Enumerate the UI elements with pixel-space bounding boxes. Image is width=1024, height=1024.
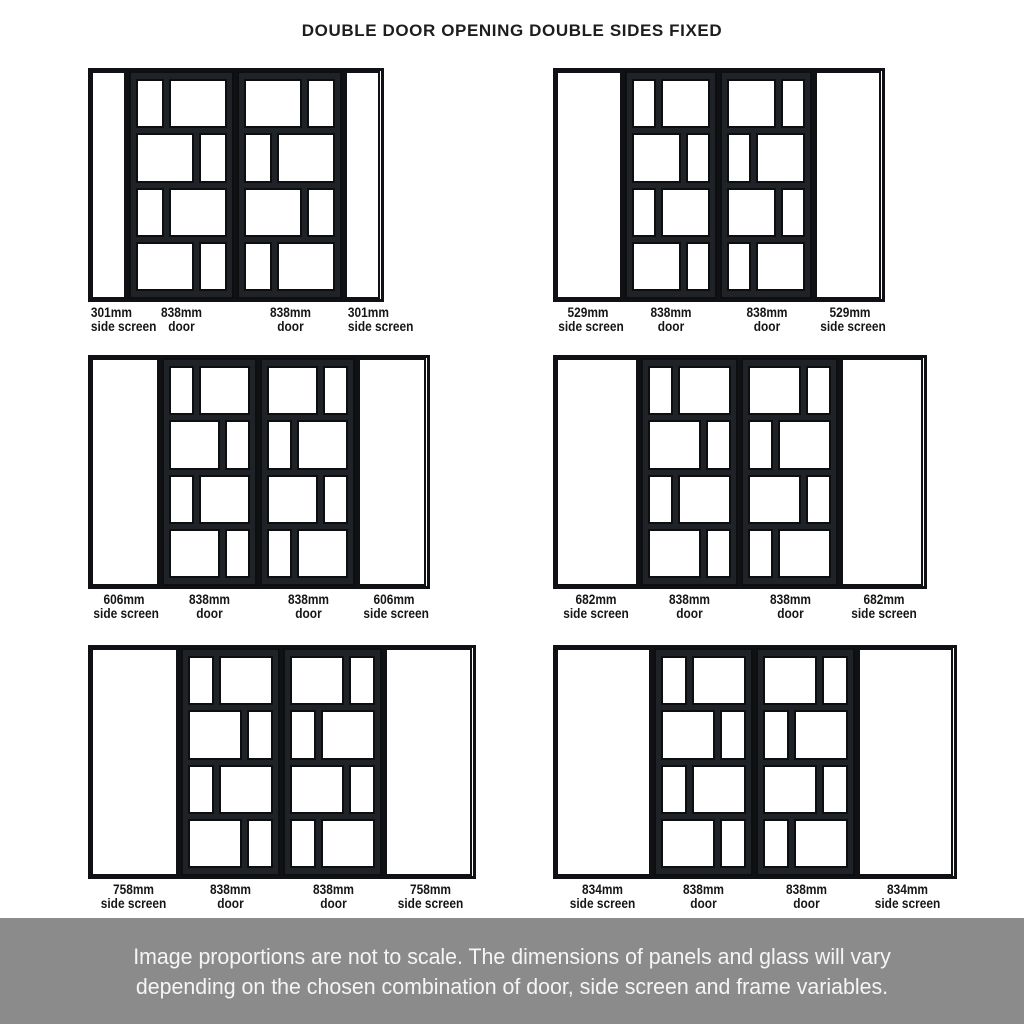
glass-pane [277, 242, 335, 291]
side-screen-left [91, 71, 126, 299]
glass-pane [244, 79, 302, 128]
glass-pane [727, 133, 751, 182]
glass-pane [748, 475, 801, 524]
glass-pane [323, 475, 348, 524]
diagram-758mm-config [88, 645, 476, 910]
pane-row [188, 710, 273, 759]
frame-assembly [88, 355, 430, 589]
pane-row [188, 656, 273, 705]
glass-pane [661, 656, 687, 705]
door-pair-section [638, 358, 841, 586]
glass-pane [219, 656, 273, 705]
glass-pane [794, 819, 848, 868]
glass-pane [720, 819, 746, 868]
glass-pane [632, 188, 656, 237]
glass-pane [778, 420, 831, 469]
frame-assembly [88, 68, 384, 302]
glass-pane [648, 366, 673, 415]
glass-pane [648, 529, 701, 578]
pane-row [169, 366, 250, 415]
glass-pane [169, 529, 220, 578]
pane-row [763, 819, 848, 868]
glass-pane [244, 133, 272, 182]
pane-row [267, 529, 348, 578]
label-door-right: 838mm door [287, 591, 330, 621]
diagram-606mm-config [88, 355, 430, 620]
door-leaf-left [625, 71, 717, 299]
glass-pane [307, 188, 335, 237]
side-screen-left [556, 648, 651, 876]
glass-pane [290, 765, 344, 814]
glass-pane [678, 475, 731, 524]
glass-pane [247, 819, 273, 868]
glass-pane [169, 188, 227, 237]
glass-pane [822, 656, 848, 705]
side-screen-left [556, 358, 638, 586]
door-leaf-left [641, 358, 738, 586]
glass-pane [219, 765, 273, 814]
label-door-left: 838mm door [188, 591, 231, 621]
glass-pane [349, 656, 375, 705]
glass-pane [188, 765, 214, 814]
dimension-labels [553, 306, 885, 333]
side-screen-left [556, 71, 622, 299]
glass-pane [199, 242, 227, 291]
glass-pane [763, 765, 817, 814]
glass-pane [267, 420, 292, 469]
glass-pane [632, 79, 656, 128]
pane-row [748, 475, 831, 524]
label-side-screen-left: 301mm side screen [90, 304, 157, 334]
door-leaf-right [283, 648, 382, 876]
glass-pane [199, 475, 250, 524]
side-screen-right [358, 358, 426, 586]
pane-row [188, 765, 273, 814]
glass-pane [297, 529, 348, 578]
glass-pane [720, 710, 746, 759]
glass-pane [290, 656, 344, 705]
pane-row [188, 819, 273, 868]
label-side-screen-left: 758mm side screen [100, 881, 167, 911]
dimension-labels [553, 593, 927, 620]
dimension-labels [88, 883, 476, 910]
door-pair-section [159, 358, 358, 586]
label-door-left: 838mm door [160, 304, 203, 334]
pane-row [267, 420, 348, 469]
glass-pane [763, 656, 817, 705]
glass-pane [661, 765, 687, 814]
glass-pane [763, 710, 789, 759]
door-leaf-left [129, 71, 234, 299]
door-leaf-right [756, 648, 855, 876]
door-leaf-right [741, 358, 838, 586]
diagram-301mm-config [88, 68, 414, 334]
diagram-529mm-config [553, 68, 885, 333]
glass-pane [778, 529, 831, 578]
glass-pane [756, 133, 805, 182]
side-screen-right [345, 71, 380, 299]
door-pair-section [126, 71, 345, 299]
pane-row [244, 133, 335, 182]
glass-pane [748, 420, 773, 469]
label-side-screen-left: 529mm side screen [558, 304, 624, 334]
label-side-screen-right: 529mm side screen [820, 304, 886, 334]
label-door-left: 838mm door [682, 881, 725, 911]
door-pair-section [651, 648, 858, 876]
frame-assembly [553, 645, 957, 879]
label-side-screen-right: 301mm side screen [347, 304, 414, 334]
door-leaf-right [237, 71, 342, 299]
glass-pane [349, 765, 375, 814]
glass-pane [188, 819, 242, 868]
label-door-right: 838mm door [312, 881, 355, 911]
door-pair-section [178, 648, 385, 876]
pane-row [169, 529, 250, 578]
glass-pane [632, 242, 681, 291]
glass-pane [136, 188, 164, 237]
glass-pane [661, 79, 710, 128]
pane-row [632, 133, 710, 182]
glass-pane [323, 366, 348, 415]
pane-row [169, 420, 250, 469]
glass-pane [706, 529, 731, 578]
side-screen-right [815, 71, 881, 299]
diagram-834mm-config [553, 645, 957, 910]
disclaimer-banner [0, 918, 1024, 1024]
dimension-labels [88, 593, 430, 620]
glass-pane [188, 656, 214, 705]
glass-pane [199, 366, 250, 415]
pane-row [632, 188, 710, 237]
glass-pane [763, 819, 789, 868]
glass-pane [169, 475, 194, 524]
door-pair-section [622, 71, 815, 299]
pane-row [661, 819, 746, 868]
glass-pane [678, 366, 731, 415]
label-side-screen-right: 758mm side screen [397, 881, 464, 911]
label-side-screen-right: 682mm side screen [851, 591, 917, 621]
glass-pane [136, 133, 194, 182]
glass-pane [686, 242, 710, 291]
pane-row [748, 529, 831, 578]
disclaimer-line-2: depending on the chosen combination of door, side screen and frame variables. [135, 974, 889, 999]
door-leaf-left [654, 648, 753, 876]
page-title: DOUBLE DOOR OPENING DOUBLE SIDES FIXED [301, 21, 723, 40]
glass-pane [648, 475, 673, 524]
glass-pane [169, 420, 220, 469]
glass-pane [727, 188, 776, 237]
pane-row [661, 765, 746, 814]
glass-pane [692, 765, 746, 814]
label-door-right: 838mm door [769, 591, 812, 621]
door-leaf-left [162, 358, 257, 586]
side-screen-right [841, 358, 923, 586]
glass-pane [244, 188, 302, 237]
pane-row [727, 242, 805, 291]
glass-pane [806, 366, 831, 415]
glass-pane [169, 366, 194, 415]
glass-pane [267, 366, 318, 415]
diagram-682mm-config [553, 355, 927, 620]
glass-pane [136, 242, 194, 291]
label-side-screen-left: 834mm side screen [569, 881, 636, 911]
label-door-right: 838mm door [746, 304, 788, 334]
pane-row [267, 475, 348, 524]
glass-pane [244, 242, 272, 291]
glass-pane [199, 133, 227, 182]
pane-row [661, 656, 746, 705]
glass-pane [297, 420, 348, 469]
glass-pane [822, 765, 848, 814]
frame-assembly [553, 68, 885, 302]
pane-row [727, 79, 805, 128]
glass-pane [727, 79, 776, 128]
pane-row [748, 366, 831, 415]
pane-row [290, 819, 375, 868]
frame-assembly [553, 355, 927, 589]
door-leaf-left [181, 648, 280, 876]
side-screen-left [91, 648, 178, 876]
label-door-right: 838mm door [269, 304, 312, 334]
pane-row [136, 79, 227, 128]
glass-pane [661, 710, 715, 759]
pane-row [244, 188, 335, 237]
door-leaf-right [260, 358, 355, 586]
pane-row [648, 475, 731, 524]
glass-pane [225, 420, 250, 469]
pane-row [727, 133, 805, 182]
pane-row [169, 475, 250, 524]
glass-pane [277, 133, 335, 182]
side-screen-left [91, 358, 159, 586]
label-door-right: 838mm door [785, 881, 828, 911]
dimension-labels [88, 304, 414, 334]
label-side-screen-left: 606mm side screen [93, 591, 159, 621]
glass-pane [169, 79, 227, 128]
pane-row [727, 188, 805, 237]
side-screen-right [385, 648, 472, 876]
label-door-left: 838mm door [668, 591, 711, 621]
glass-pane [188, 710, 242, 759]
pane-row [290, 765, 375, 814]
label-side-screen-left: 682mm side screen [563, 591, 629, 621]
pane-row [136, 188, 227, 237]
pane-row [748, 420, 831, 469]
label-side-screen-right: 606mm side screen [363, 591, 429, 621]
glass-pane [692, 656, 746, 705]
pane-row [244, 79, 335, 128]
pane-row [763, 710, 848, 759]
door-leaf-right [720, 71, 812, 299]
glass-pane [748, 366, 801, 415]
glass-pane [321, 819, 375, 868]
glass-pane [321, 710, 375, 759]
glass-pane [806, 475, 831, 524]
glass-pane [632, 133, 681, 182]
pane-row [290, 656, 375, 705]
glass-pane [748, 529, 773, 578]
side-screen-right [858, 648, 953, 876]
frame-assembly [88, 645, 476, 879]
pane-row [632, 242, 710, 291]
glass-pane [136, 79, 164, 128]
pane-row [763, 656, 848, 705]
label-side-screen-right: 834mm side screen [874, 881, 941, 911]
pane-row [244, 242, 335, 291]
glass-pane [727, 242, 751, 291]
glass-pane [706, 420, 731, 469]
disclaimer-line-1: Image proportions are not to scale. The dimensions of panels and glass will vary [133, 944, 891, 969]
label-door-left: 838mm door [209, 881, 252, 911]
pane-row [136, 242, 227, 291]
glass-pane [267, 475, 318, 524]
pane-row [267, 366, 348, 415]
glass-pane [661, 188, 710, 237]
glass-pane [225, 529, 250, 578]
pane-row [648, 366, 731, 415]
glass-pane [781, 79, 805, 128]
pane-row [648, 420, 731, 469]
pane-row [632, 79, 710, 128]
glass-pane [794, 710, 848, 759]
pane-row [290, 710, 375, 759]
glass-pane [781, 188, 805, 237]
glass-pane [290, 710, 316, 759]
glass-pane [267, 529, 292, 578]
pane-row [648, 529, 731, 578]
dimension-labels [553, 883, 957, 910]
glass-pane [756, 242, 805, 291]
glass-pane [290, 819, 316, 868]
pane-row [136, 133, 227, 182]
glass-pane [648, 420, 701, 469]
glass-pane [686, 133, 710, 182]
pane-row [661, 710, 746, 759]
pane-row [763, 765, 848, 814]
glass-pane [247, 710, 273, 759]
label-door-left: 838mm door [650, 304, 692, 334]
glass-pane [661, 819, 715, 868]
glass-pane [307, 79, 335, 128]
